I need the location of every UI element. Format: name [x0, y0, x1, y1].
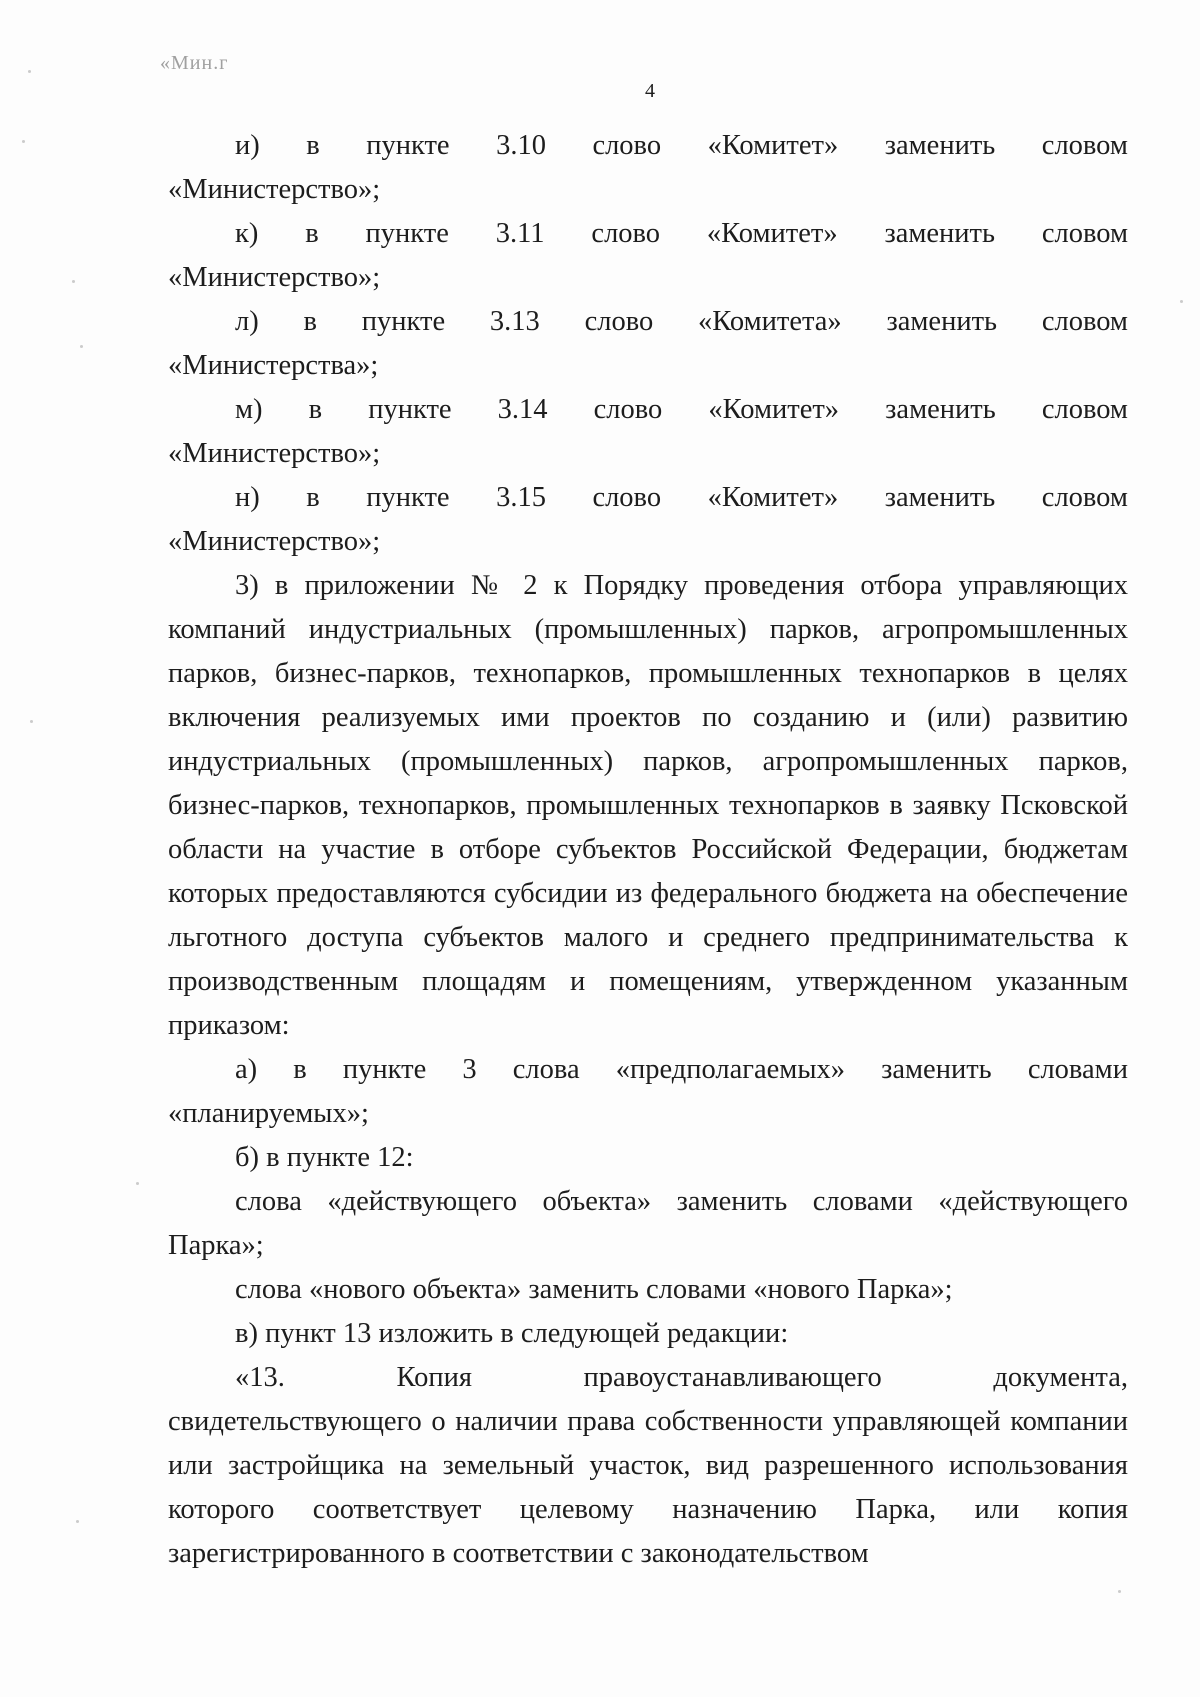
corner-stamp-mark: «Мин.г [160, 52, 229, 74]
sub-item-b-line-2: слова «нового объекта» заменить словами «нового Парка»; [235, 1274, 953, 1305]
word: слово [591, 218, 661, 249]
sub-item-b-line-1: слова «действующего объекта» заменить словами «действующего Парка»; [168, 1186, 1128, 1261]
item-letter: а) [235, 1054, 258, 1085]
word: «Комитет» [706, 218, 838, 249]
word: пункте [366, 130, 450, 161]
word: в [308, 394, 323, 425]
word: словом [1041, 306, 1128, 337]
word: заменить [884, 482, 996, 513]
word: в [303, 306, 317, 337]
word: пункте [342, 1054, 427, 1085]
word: заменить [884, 218, 995, 249]
word: пункте [366, 482, 450, 513]
page-number: 4 [645, 80, 655, 102]
word: словом [1041, 218, 1128, 249]
word: словом [1041, 130, 1128, 161]
word: слово [592, 130, 662, 161]
list-item-line [168, 476, 1128, 520]
item-13 [168, 1356, 1128, 1576]
list-item-tail: «Министерство»; [168, 174, 381, 205]
item-letter: н) [235, 482, 260, 513]
item-13-text: свидетельствующего о наличии права собственности управляющей компании или застройщика на земельный участок, вид разрешенного использования которого соответствует целевому назначению Парка, или копия зарегистрированного в соответствии с законодательством [168, 1406, 1128, 1569]
word: в [306, 130, 320, 161]
item-letter: м) [235, 394, 263, 425]
word: «предполагаемых» [615, 1054, 845, 1085]
word: «Комитета» [698, 306, 842, 337]
list-item-line [168, 124, 1128, 168]
document-body [168, 124, 1128, 1576]
sub-item-a [168, 1048, 1128, 1136]
scan-speck [30, 720, 33, 723]
word: пункте [365, 218, 449, 249]
scan-speck [76, 1520, 79, 1523]
word: «Комитет» [708, 394, 840, 425]
item-number: «13. [235, 1362, 285, 1393]
word: 3.10 [496, 130, 546, 161]
word: пункте [361, 306, 446, 337]
scan-speck [1118, 1590, 1121, 1593]
word: пункте [368, 394, 452, 425]
word: заменить [884, 130, 996, 161]
word: словами [1027, 1054, 1128, 1085]
list-item-tail: «планируемых»; [168, 1098, 369, 1129]
scan-speck [136, 1182, 139, 1185]
item-letter: л) [235, 306, 259, 337]
list-item-tail: «Министерство»; [168, 526, 381, 557]
word: слово [584, 306, 654, 337]
list-item [168, 212, 1128, 300]
scan-speck [80, 345, 83, 348]
word: 3.11 [495, 218, 545, 249]
sub-item-v: в) пункт 13 изложить в следующей редакции: [235, 1318, 789, 1349]
word: слова [512, 1054, 580, 1085]
word: «Комитет» [707, 482, 839, 513]
word: слово [593, 394, 663, 425]
word: 3.14 [497, 394, 548, 425]
word: «Комитет» [707, 130, 839, 161]
list-item-tail: «Министерство»; [168, 438, 381, 469]
list-item-line [168, 1048, 1128, 1092]
word: в [306, 482, 320, 513]
word: документа, [993, 1362, 1128, 1393]
word: 3.13 [489, 306, 540, 337]
list-item-line [168, 1356, 1128, 1400]
list-item [168, 388, 1128, 476]
list-item [168, 124, 1128, 212]
list-item-line [168, 388, 1128, 432]
word: заменить [886, 306, 998, 337]
word: 3.15 [496, 482, 546, 513]
sub-item-b: б) в пункте 12: [235, 1142, 414, 1173]
paragraph-3: 3) в приложении № 2 к Порядку проведения отбора управляющих компаний индустриальных (промышленных) парков, агропромышленных парков, бизнес-парков, технопарков, промышленных технопарков в целях включения реализуемых ими проектов по созданию и (или) развитию индустриальных (промышленных) парков, агропромышленных парков, бизнес-парков, технопарков, промышленных технопарков в заявку Псковской области на участие в отборе субъектов Российской Федерации, бюджетам которых предоставляются субсидии из федерального бюджета на обеспечение льготного доступа субъектов малого и среднего предпринимательства к производственным площадям и помещениям, утвержденном указанным приказом: [168, 570, 1128, 1041]
word: словом [1041, 482, 1128, 513]
word: заменить [881, 1054, 992, 1085]
item-letter: к) [235, 218, 259, 249]
word: в [293, 1054, 307, 1085]
word: Копия [396, 1362, 472, 1393]
word: словом [1041, 394, 1128, 425]
word: в [305, 218, 319, 249]
word: заменить [885, 394, 996, 425]
word: слово [592, 482, 662, 513]
scan-speck [28, 70, 31, 73]
list-item-tail: «Министерства»; [168, 350, 379, 381]
list-item-tail: «Министерство»; [168, 262, 381, 293]
word: правоустанавливающего [583, 1362, 882, 1393]
scan-speck [1180, 300, 1183, 303]
word: 3 [462, 1054, 477, 1085]
list-item-line [168, 300, 1128, 344]
list-item-line [168, 212, 1128, 256]
scan-speck [72, 280, 75, 283]
list-item [168, 300, 1128, 388]
item-letter: и) [235, 130, 260, 161]
scan-speck [22, 140, 25, 143]
list-item [168, 476, 1128, 564]
